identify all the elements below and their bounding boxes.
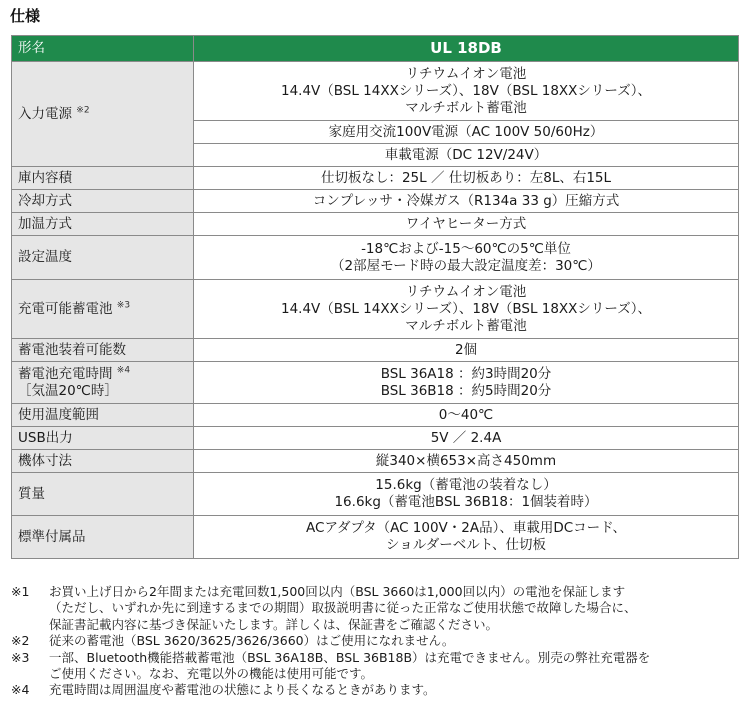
cooling-value: コンプレッサ・冷媒ガス（R134a 33 g）圧縮方式 (194, 190, 739, 213)
usb-value: 5V ／ 2.4A (194, 427, 739, 450)
table-row (12, 236, 739, 280)
input-power-battery-line: マルチボルト蓄電池 (405, 99, 527, 116)
input-power-label: 入力電源 (18, 105, 72, 122)
chargeable-label: 充電可能蓄電池 (18, 300, 113, 317)
set-temp-line: -18℃および-15～60℃の5℃単位 (361, 240, 571, 257)
footnote-line: お買い上げ日から2年間または充電回数1,500回以内（BSL 3660は1,000回以内）の電池を保証します (49, 584, 626, 599)
footnote (11, 650, 745, 683)
operating-temp-key: 使用温度範囲 (12, 404, 194, 427)
footnote-line: 一部、Bluetooth機能搭載蓄電池（BSL 36A18B、BSL 36B18B）は充電できません。別売の弊社充電器を (49, 649, 651, 665)
charge-time-value (194, 362, 739, 404)
footnotes (11, 584, 745, 699)
set-temp-key: 設定温度 (12, 236, 194, 280)
charge-time-line: BSL 36B18 ：約5時間20分 (380, 382, 552, 399)
accessories-value (194, 516, 739, 559)
table-row (12, 427, 739, 450)
footnote-line: （ただし、いずれか先に到達するまでの期間）取扱説明書に従った正常なご使用状態で故障した場合に、 (49, 600, 637, 616)
weight-line: 15.6kg（蓄電池の装着なし） (375, 477, 557, 493)
footnote-mark: ※1 (11, 584, 30, 599)
accessories-key: 標準付属品 (12, 516, 194, 559)
footnote-line: 従来の蓄電池（BSL 3620/3625/3626/3660）はご使用になれません。 (49, 633, 455, 649)
footnote-mark: ※2 (11, 633, 30, 649)
charge-time-label: 蓄電池充電時間 (18, 365, 113, 382)
charge-time-line: BSL 36A18 ：約3時間20分 (380, 365, 552, 382)
input-power-note: ※2 (76, 105, 90, 115)
footnote-mark: ※3 (11, 649, 30, 665)
table-row (12, 167, 739, 190)
charge-time-key (12, 362, 194, 404)
heating-key: 加温方式 (12, 213, 194, 236)
dimensions-value: 縦340×横653×高さ450mm (194, 450, 739, 473)
battery-slots-value: 2個 (194, 339, 739, 362)
footnote-mark: ※4 (11, 682, 30, 698)
weight-key: 質量 (12, 473, 194, 516)
table-row (12, 362, 739, 404)
weight-value (194, 473, 739, 516)
table-header-row (12, 36, 739, 62)
input-power-battery-line: 14.4V（BSL 14XXシリーズ）、18V（BSL 18XXシリーズ）、 (280, 82, 652, 99)
table-row (12, 473, 739, 516)
usb-key: USB出力 (12, 427, 194, 450)
input-power-battery-line: リチウムイオン電池 (405, 65, 527, 82)
footnote (11, 584, 745, 633)
accessories-line: ACアダプタ（AC 100V・2A品）、車載用DCコード、 (306, 520, 626, 536)
table-row (12, 450, 739, 473)
input-power-ac: 家庭用交流100V電源（AC 100V 50/60Hz） (194, 121, 739, 144)
accessories-line: ショルダーベルト、仕切板 (386, 537, 546, 553)
input-power-key (12, 62, 194, 167)
set-temp-line: （2部屋モード時の最大設定温度差：30℃） (331, 257, 601, 274)
chargeable-line: リチウムイオン電池 (405, 283, 527, 300)
table-row (12, 213, 739, 236)
table-row (12, 339, 739, 362)
input-power-battery (194, 62, 739, 121)
chargeable-note: ※3 (116, 300, 131, 310)
weight-line: 16.6kg（蓄電池BSL 36B18：1個装着時） (334, 494, 598, 510)
model-value: UL 18DB (194, 36, 739, 62)
capacity-value: 仕切板なし：25L ／ 仕切板あり：左8L、右15L (194, 167, 739, 190)
footnote-line: 保証書記載内容に基づき保証いたします。詳しくは、保証書をご確認ください。 (49, 616, 499, 632)
charge-time-note: ※4 (116, 365, 131, 375)
footnote-line: 充電時間は周囲温度や蓄電池の状態により長くなるときがあります。 (49, 682, 436, 698)
input-power-dc: 車載電源（DC 12V/24V） (194, 144, 739, 167)
footnote (11, 633, 745, 649)
table-row (12, 404, 739, 427)
capacity-key: 庫内容積 (12, 167, 194, 190)
footnote-line: ご使用ください。なお、充電以外の機能は使用可能です。 (49, 666, 374, 682)
table-row (12, 190, 739, 213)
cooling-key: 冷却方式 (12, 190, 194, 213)
dimensions-key: 機体寸法 (12, 450, 194, 473)
section-title: 仕様 (10, 7, 41, 25)
table-row (12, 280, 739, 339)
model-key: 形名 (12, 36, 194, 62)
chargeable-line: 14.4V（BSL 14XXシリーズ）、18V（BSL 18XXシリーズ）、 (280, 300, 652, 317)
set-temp-value (194, 236, 739, 280)
footnote (11, 682, 745, 698)
chargeable-value (194, 280, 739, 339)
operating-temp-value: 0～40℃ (194, 404, 739, 427)
chargeable-line: マルチボルト蓄電池 (405, 317, 527, 334)
table-row (12, 62, 739, 121)
battery-slots-key: 蓄電池装着可能数 (12, 339, 194, 362)
heating-value: ワイヤヒーター方式 (194, 213, 739, 236)
charge-time-label2: ［気温20℃時］ (18, 382, 118, 399)
table-row (12, 516, 739, 559)
chargeable-key (12, 280, 194, 339)
spec-table (11, 35, 739, 559)
